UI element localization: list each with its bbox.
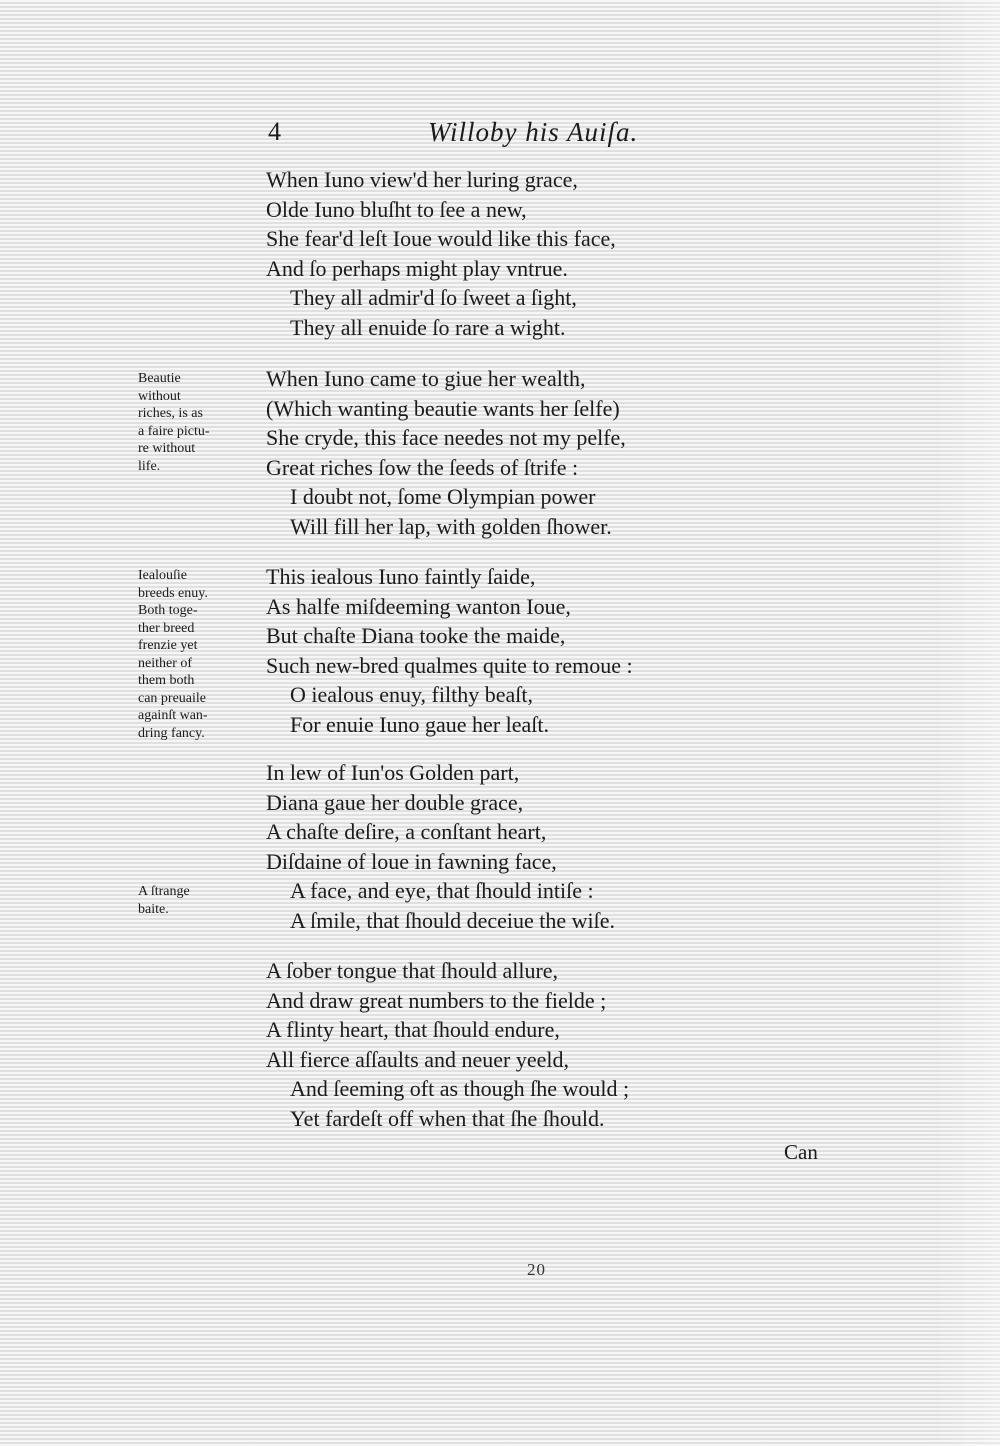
- verse-line: O iealous enuy, filthy beaſt,: [290, 682, 533, 708]
- verse-line: She cryde, this face needes not my pelfe,: [266, 425, 626, 451]
- verse-line: All fierce aſſaults and neuer yeeld,: [266, 1046, 569, 1072]
- side-note-line: riches, is as: [138, 406, 203, 421]
- verse-line: A ſober tongue that ſhould allure,: [266, 958, 559, 983]
- verse-line: A chaſte deſire, a conſtant heart,: [266, 819, 547, 845]
- side-note-line: breeds enuy.: [138, 585, 208, 601]
- side-note-line: a faire pictu-: [138, 423, 210, 439]
- verse-line: When Iuno view'd her luring grace,: [266, 167, 578, 192]
- stanza-1: [266, 165, 746, 343]
- stanza-2: [266, 364, 746, 542]
- stanza-4: [266, 758, 746, 936]
- side-note-line: Beautie: [138, 371, 181, 386]
- side-note-line: them both: [138, 673, 195, 688]
- side-note-line: can preuaile: [138, 690, 207, 706]
- verse-line: As halfe miſdeeming wanton Ioue,: [266, 593, 571, 619]
- verse-line: (Which wanting beautie wants her ſelfe): [266, 395, 620, 421]
- side-note-line: without: [138, 388, 181, 404]
- page-number: 4: [268, 117, 281, 146]
- verse-line: Will fill her lap, with golden ſhower.: [290, 513, 612, 539]
- verse-line: Such new-bred qualmes quite to remoue :: [266, 652, 633, 678]
- side-note-line: A ſtrange: [138, 884, 190, 899]
- verse-line: In lew of Iun'os Golden part,: [266, 760, 520, 785]
- verse-line: They all admir'd ſo ſweet a ſight,: [290, 285, 577, 311]
- verse-line: When Iuno came to giue her wealth,: [266, 366, 586, 391]
- verse-line: I doubt not, ſome Olympian power: [290, 484, 596, 510]
- side-note: [138, 370, 248, 475]
- verse-line: And ſo perhaps might play vntrue.: [266, 255, 568, 281]
- side-note-line: dring fancy.: [138, 725, 205, 741]
- side-note: [138, 883, 248, 918]
- running-title: Willoby his Auiſa.: [428, 117, 639, 147]
- side-note-line: ther breed: [138, 620, 195, 636]
- stanza-3: [266, 562, 746, 740]
- verse-line: Diana gaue her double grace,: [266, 789, 524, 815]
- page-header: [268, 117, 688, 153]
- verse-line: A face, and eye, that ſhould intiſe :: [290, 878, 594, 904]
- catchword: Can: [784, 1140, 818, 1164]
- verse-line: And draw great numbers to the fielde ;: [266, 987, 607, 1013]
- page-edge-shading: [930, 0, 1000, 1446]
- side-note-line: baite.: [138, 901, 169, 917]
- verse-line: Diſdaine of loue in fawning face,: [266, 848, 557, 874]
- stanza-5: [266, 956, 746, 1134]
- verse-line: A ſmile, that ſhould deceiue the wiſe.: [290, 907, 616, 933]
- verse-line: A flinty heart, that ſhould endure,: [266, 1017, 560, 1043]
- verse-line: Yet fardeſt off when that ſhe ſhould.: [290, 1105, 605, 1131]
- side-note: [138, 567, 248, 742]
- verse-line: Great riches ſow the ſeeds of ſtrife :: [266, 454, 579, 480]
- side-note-line: Both toge-: [138, 603, 198, 618]
- side-note-line: re without: [138, 441, 196, 456]
- verse-line: And ſeeming oft as though ſhe would ;: [290, 1076, 630, 1102]
- folio-number: 20: [527, 1260, 546, 1279]
- side-note-line: neither of: [138, 655, 193, 671]
- verse-line: They all enuide ſo rare a wight.: [290, 314, 566, 340]
- side-note-line: Iealouſie: [138, 568, 187, 583]
- verse-line: For enuie Iuno gaue her leaſt.: [290, 711, 550, 737]
- verse-line: She fear'd leſt Ioue would like this face,: [266, 226, 616, 252]
- verse-line: Olde Iuno bluſht to ſee a new,: [266, 196, 527, 222]
- verse-line: This iealous Iuno faintly ſaide,: [266, 564, 536, 589]
- side-note-line: againſt wan-: [138, 708, 208, 723]
- side-note-line: life.: [138, 458, 161, 474]
- side-note-line: frenzie yet: [138, 638, 198, 653]
- verse-line: But chaſte Diana tooke the maide,: [266, 623, 566, 649]
